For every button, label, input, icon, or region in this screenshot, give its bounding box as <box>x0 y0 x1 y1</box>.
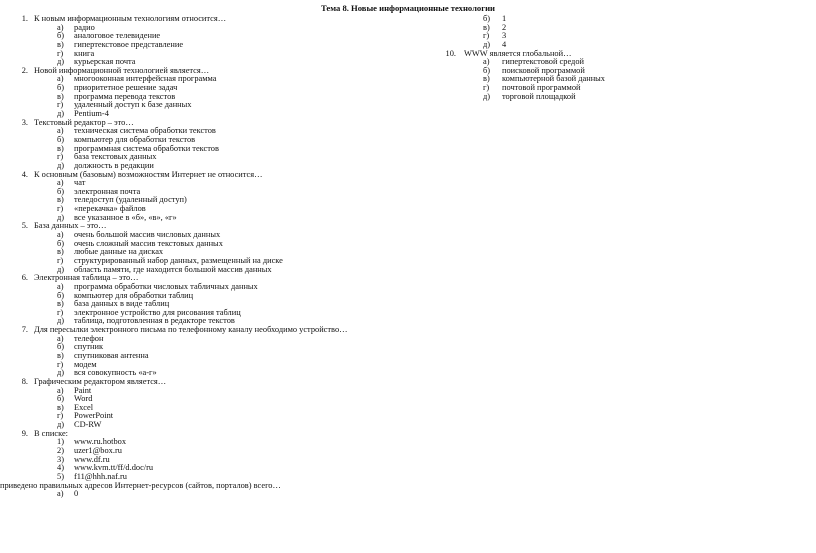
option-text: аналоговое телевидение <box>74 31 161 41</box>
question-text: Электронная таблица – это… <box>34 273 139 283</box>
option-text: электронная почта <box>74 186 141 196</box>
option-marker: г) <box>483 31 490 41</box>
option-text: спутниковая антенна <box>74 350 149 360</box>
question-number: 3. <box>21 117 28 127</box>
answer-option <box>430 24 730 33</box>
question-number: 1. <box>21 14 28 23</box>
question-number: 10. <box>445 48 456 58</box>
option-marker: д) <box>57 264 65 274</box>
option-marker: г) <box>57 411 64 421</box>
left-column <box>0 15 420 499</box>
option-marker: а) <box>57 385 64 395</box>
option-text: телефон <box>74 333 104 343</box>
option-text: теледоступ (удаленный доступ) <box>74 195 187 205</box>
option-marker: а) <box>57 281 64 291</box>
option-marker: 5) <box>57 471 64 481</box>
option-marker: г) <box>57 359 64 369</box>
option-text: www.df.ru <box>74 454 110 464</box>
option-text: гипертекстовое представление <box>74 39 184 49</box>
option-marker: г) <box>57 100 64 110</box>
option-marker: г) <box>483 83 490 93</box>
option-marker: в) <box>483 74 490 84</box>
option-marker: б) <box>483 65 491 75</box>
option-text: CD-RW <box>74 420 102 430</box>
option-text: Pentium-4 <box>74 109 109 119</box>
option-text: 1 <box>502 14 507 23</box>
option-text: программа обработки числовых табличных данных <box>74 281 258 291</box>
option-marker: 4) <box>57 463 64 473</box>
option-text: гипертекстовой средой <box>502 57 584 67</box>
option-text: поисковой программой <box>502 65 585 75</box>
option-marker: д) <box>483 39 491 49</box>
answer-option <box>430 84 730 93</box>
option-text: многооконная интерфейсная программа <box>74 74 217 84</box>
question-text: В списке: <box>34 428 68 438</box>
answer-option <box>430 32 730 41</box>
option-marker: б) <box>483 14 491 23</box>
option-text: Excel <box>74 402 94 412</box>
option-marker: д) <box>57 212 65 222</box>
option-text: любые данные на дисках <box>74 247 164 257</box>
option-text: курьерская почта <box>74 57 136 67</box>
option-marker: г) <box>57 152 64 162</box>
option-text: 3 <box>502 31 507 41</box>
option-marker: а) <box>57 178 64 188</box>
option-marker: в) <box>57 299 64 309</box>
option-marker: в) <box>57 91 64 101</box>
option-text: компьютерной базой данных <box>502 74 605 84</box>
option-marker: 3) <box>57 454 64 464</box>
option-marker: г) <box>57 307 64 317</box>
option-marker: а) <box>57 126 64 136</box>
option-text: Word <box>74 394 93 404</box>
option-text: почтовой программой <box>502 83 581 93</box>
option-text: 2 <box>502 22 507 32</box>
option-text: 0 <box>74 489 79 499</box>
question-text: Текстовый редактор – это… <box>34 117 134 127</box>
question-number: 9. <box>21 428 28 438</box>
option-text: f11@hhh.naf.ru <box>74 471 127 481</box>
option-marker: а) <box>57 22 64 32</box>
question-text: К новым информационным технологиям относится… <box>34 14 227 23</box>
option-marker: в) <box>57 39 64 49</box>
option-marker: в) <box>57 143 64 153</box>
question-text: Графическим редактором является… <box>34 376 167 386</box>
option-marker: б) <box>57 134 65 144</box>
question-text: Новой информационной технологией является… <box>34 65 210 75</box>
answer-option <box>0 93 420 102</box>
option-marker: д) <box>483 91 491 101</box>
option-text: спутник <box>74 342 104 352</box>
option-text: все указанное в «б», «в», «г» <box>74 212 177 222</box>
option-marker: д) <box>57 368 65 378</box>
question-text: База данных – это… <box>34 221 107 231</box>
answer-option <box>0 404 420 413</box>
answer-option <box>0 490 420 499</box>
option-text: приоритетное решение задач <box>74 83 178 93</box>
option-text: www.ru.hotbox <box>74 437 127 447</box>
document-title: Тема 8. Новые информационные технологии <box>320 3 495 13</box>
option-text: таблица, подготовленная в редакторе текстов <box>74 316 235 326</box>
option-text: «перекачка» файлов <box>74 204 146 214</box>
question-text: Для пересылки электронного письма по телефонному каналу необходимо устройство… <box>34 325 348 335</box>
option-marker: д) <box>57 160 65 170</box>
question-text: К основным (базовым) возможностям Интернет не относится… <box>34 169 263 179</box>
option-text: чат <box>74 178 86 188</box>
option-marker: в) <box>57 402 64 412</box>
question-number: 8. <box>21 376 28 386</box>
option-marker: 2) <box>57 446 64 456</box>
answer-option <box>430 15 730 24</box>
option-marker: а) <box>483 57 490 67</box>
option-text: база данных в виде таблиц <box>74 299 170 309</box>
option-marker: а) <box>57 333 64 343</box>
option-text: программная система обработки текстов <box>74 143 219 153</box>
option-marker: б) <box>57 83 65 93</box>
option-text: техническая система обработки текстов <box>74 126 216 136</box>
option-text: торговой площадкой <box>502 91 576 101</box>
option-marker: б) <box>57 186 65 196</box>
option-text: удаленный доступ к базе данных <box>74 100 192 110</box>
option-marker: б) <box>57 290 65 300</box>
option-marker: а) <box>57 230 64 240</box>
option-marker: в) <box>57 247 64 257</box>
option-text: база текстовых данных <box>74 152 157 162</box>
option-text: радио <box>74 22 95 32</box>
question-text: WWW является глобальной… <box>464 48 572 58</box>
option-marker: д) <box>57 109 65 119</box>
option-marker: д) <box>57 316 65 326</box>
answer-option <box>0 41 420 50</box>
option-text: www.kvm.tt/ff/d.doc/ru <box>74 463 154 473</box>
option-text: электронное устройство для рисования таблиц <box>74 307 241 317</box>
option-text: компьютер для обработки текстов <box>74 134 196 144</box>
answer-option <box>0 196 420 205</box>
option-marker: г) <box>57 48 64 58</box>
question-text: приведено правильных адресов Интернет-ресурсов (сайтов, порталов) всего… <box>0 480 281 490</box>
option-marker: в) <box>57 350 64 360</box>
option-marker: б) <box>57 394 65 404</box>
option-marker: б) <box>57 342 65 352</box>
question-number: 5. <box>21 221 28 231</box>
answer-option <box>0 145 420 154</box>
option-marker: а) <box>57 489 64 499</box>
option-text: 4 <box>502 39 507 49</box>
option-text: компьютер для обработки таблиц <box>74 290 194 300</box>
option-marker: в) <box>483 22 490 32</box>
answer-option <box>430 93 730 102</box>
option-text: программа перевода текстов <box>74 91 176 101</box>
option-text: вся совокупность «а-г» <box>74 368 157 378</box>
option-marker: д) <box>57 420 65 430</box>
question-number: 2. <box>21 65 28 75</box>
option-text: модем <box>74 359 97 369</box>
option-text: uzer1@box.ru <box>74 446 122 456</box>
option-marker: г) <box>57 204 64 214</box>
option-marker: г) <box>57 255 64 265</box>
question-number: 6. <box>21 273 28 283</box>
question-number: 7. <box>21 325 28 335</box>
option-text: очень большой массив числовых данных <box>74 230 221 240</box>
question-number: 4. <box>21 169 28 179</box>
option-marker: в) <box>57 195 64 205</box>
option-text: область памяти, где находится большой массив данных <box>74 264 272 274</box>
option-marker: а) <box>57 74 64 84</box>
option-text: должность в редакции <box>74 160 154 170</box>
option-marker: б) <box>57 238 65 248</box>
option-text: PowerPoint <box>74 411 114 421</box>
right-column <box>430 15 730 101</box>
answer-option <box>0 352 420 361</box>
option-marker: д) <box>57 57 65 67</box>
option-marker: б) <box>57 31 65 41</box>
option-text: структурированный набор данных, размещенный на диске <box>74 255 283 265</box>
option-text: очень сложный массив текстовых данных <box>74 238 223 248</box>
option-text: Paint <box>74 385 92 395</box>
option-text: книга <box>74 48 95 58</box>
option-marker: 1) <box>57 437 64 447</box>
